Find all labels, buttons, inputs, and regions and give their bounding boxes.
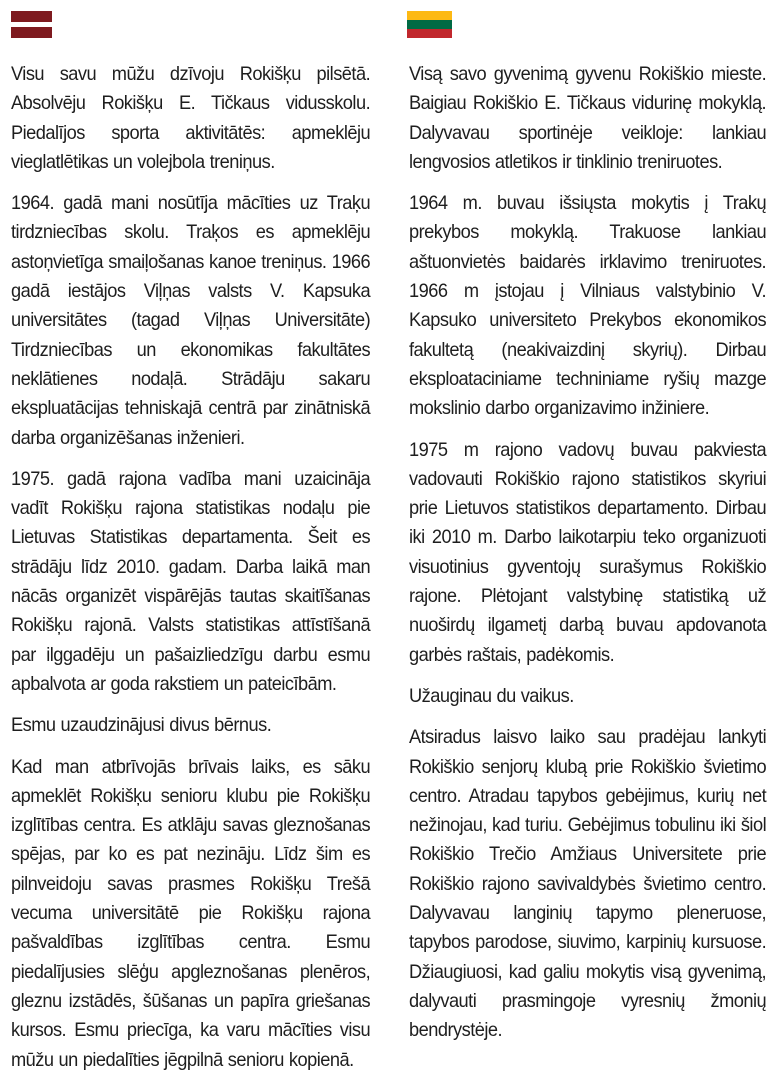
lithuania-flag-green-stripe [407,20,452,29]
latvian-text [11,60,370,1075]
lithuania-flag-icon [407,11,452,38]
latvian-paragraph-4: Esmu uzaudzinājusi divus bērnus. [11,715,272,737]
latvian-column [11,0,370,1087]
lithuanian-paragraph-3: 1975 m rajono vadovų buvau pakviesta vadovauti Rokiškio rajono statistikos skyriui prie Lietuvos statistikos departamento. Dirbau iki 2010 m. Darbo laikotarpiu teko organizuoti visuotinius gyventojų surašymus Rokiškio rajone. Plėtojant valstybinę statistiką už nuoširdų ilgametį darbą buvau apdovanota garbės raštais, padėkomis. [409,439,767,666]
latvia-flag-bottom-stripe [11,27,52,38]
latvian-paragraph-5: Kad man atbrīvojās brīvais laiks, es sāku apmeklēt Rokišķu senioru klubu pie Rokišķu izglītības centra. Es atklāju savas gleznošanas spējas, par ko es pat nezināju. Līdz šim es pilnveidoju savas prasmes Rokišķu Trešā vecuma universitātē pie Rokišķu rajona pašvaldības izglītības centra. Esmu piedalījusies slēģu apgleznošanas plenēros, gleznu izstādēs, šūšanas un papīra griešanas kursos. Esmu priecīga, ka varu mācīties visu mūžu un piedalīties jēgpilnā senioru kopienā. [11,756,371,1071]
latvia-flag-top-stripe [11,11,52,22]
lithuania-flag-yellow-stripe [407,11,452,20]
lithuanian-column [409,0,766,1058]
latvian-paragraph-2: 1964. gadā mani nosūtīja mācīties uz Traķu tirdzniecības skolu. Traķos es apmeklēju astoņvietīga smaiļošanas kanoe treniņus. 1966 gadā iestājos Viļņas valsts V. Kapsuka universitātes (tagad Viļņas Universitāte) Tirdzniecības un ekonomikas fakultātes neklātienes nodaļā. Strādāju sakaru ekspluatācijas tehniskajā centrā par zinātniskā darba organizēšanas inženieri. [11,193,371,449]
lithuania-flag-red-stripe [407,29,452,38]
lithuanian-paragraph-2: 1964 m. buvau išsiųsta mokytis į Trakų prekybos mokyklą. Trakuose lankiau aštuonvietės baidarės irklavimo treniruotes. 1966 m įstojau į Vilniaus valstybinio V. Kapsuko universiteto Prekybos ekonomikos fakultetą (neakivaizdinį skyrių). Dirbau eksploataciniame techniniame ryšių mazge mokslinio darbo organizavimo inžiniere. [409,193,767,420]
latvian-paragraph-3: 1975. gadā rajona vadība mani uzaicināja vadīt Rokišķu rajona statistikas nodaļu pie Lietuvas Statistikas departamenta. Šeit es strādāju līdz 2010. gadam. Darba laikā man nācās organizēt vispārējās tautas skaitīšanas Rokišķu rajonā. Valsts statistikas attīstīšanā par ilggadēju un pašaizliedzīgu darbu esmu apbalvota ar goda rakstiem un pateicībām. [11,468,371,695]
lithuanian-text [409,60,766,1046]
latvia-flag-icon [11,11,52,38]
lithuanian-paragraph-4: Užauginau du vaikus. [409,685,574,707]
lithuanian-paragraph-1: Visą savo gyvenimą gyvenu Rokiškio mieste. Baigiau Rokiškio E. Tičkaus vidurinę mokyklą. Dalyvavau sportinėje veikloje: lankiau lengvosios atletikos ir tinklinio treniruotes. [409,64,767,173]
lithuanian-paragraph-5: Atsiradus laisvo laiko sau pradėjau lankyti Rokiškio senjorų klubą prie Rokiškio švietimo centro. Atradau tapybos gebėjimus, kurių net nežinojau, kad turiu. Gebėjimus tobulinu iki šiol Rokiškio Trečio Amžiaus Universitete prie Rokiškio rajono savivaldybės švietimo centro. Dalyvavau langinių tapymo pleneruose, tapybos parodose, siuvimo, karpinių kursuose. Džiaugiuosi, kad galiu mokytis visą gyvenimą, dalyvauti prasmingoje vyresnių žmonių bendrystėje. [409,727,767,1042]
latvian-paragraph-1: Visu savu mūžu dzīvoju Rokišķu pilsētā. Absolvēju Rokišķu E. Tičkaus vidusskolu. Piedalījos sporta aktivitātēs: apmeklēju vieglatlētikas un volejbola treniņus. [11,64,371,173]
